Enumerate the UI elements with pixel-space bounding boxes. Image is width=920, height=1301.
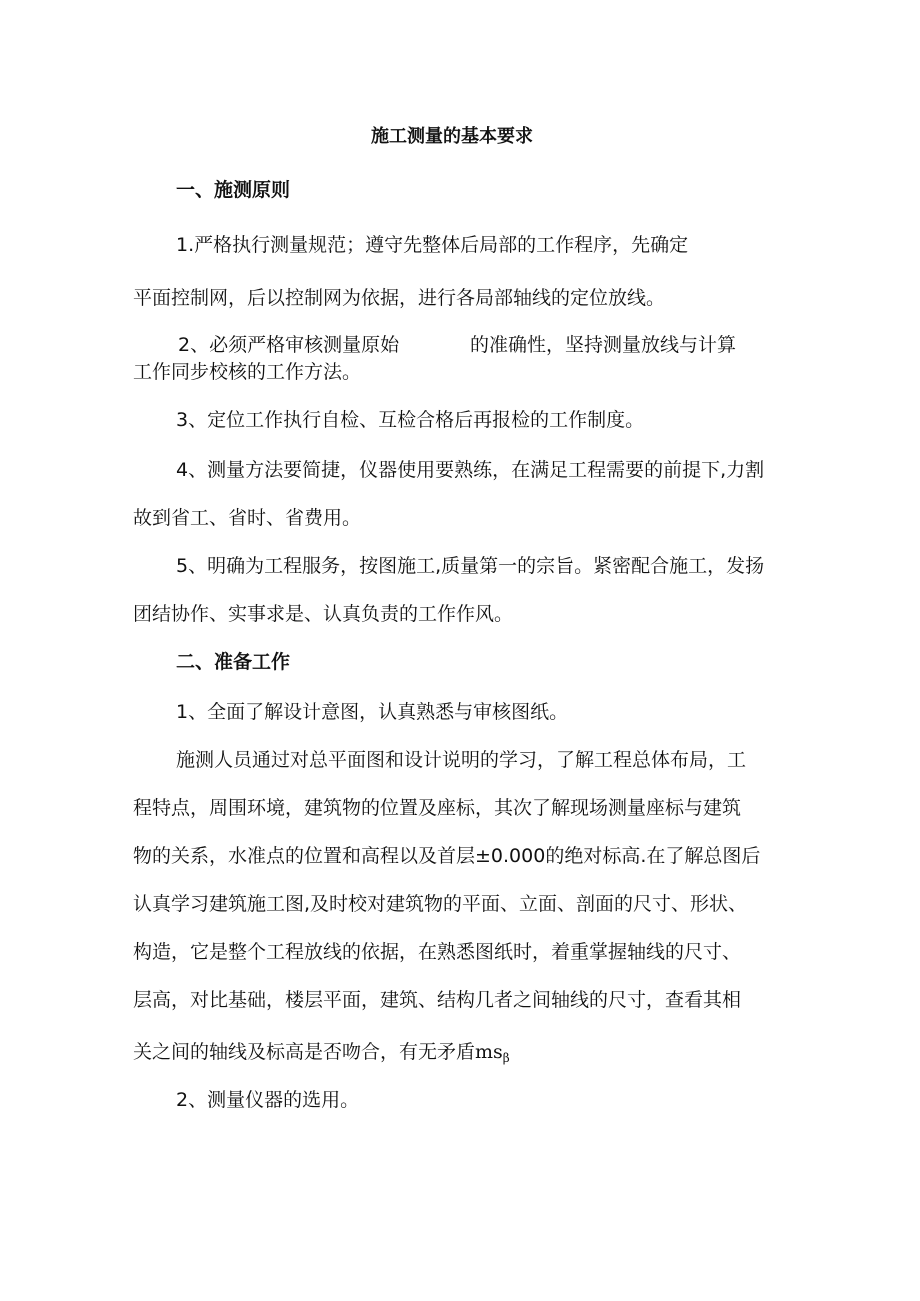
paragraph-line: 1、全面了解设计意图，认真熟悉与审核图纸。: [176, 701, 569, 723]
section-heading: 二、准备工作: [176, 651, 291, 673]
suffix-text: ms: [475, 1041, 503, 1063]
paragraph-line: 平面控制网，后以控制网为依据，进行各局部轴线的定位放线。: [133, 287, 666, 309]
paragraph-line: 认真学习建筑施工图,及时校对建筑物的平面、立面、剖面的尺寸、形状、: [133, 893, 748, 915]
paragraph-line: 4、测量方法要简捷，仪器使用要熟练，在满足工程需要的前提下,力割: [176, 459, 765, 481]
paragraph-line: 的准确性，坚持测量放线与计算: [470, 334, 737, 356]
section-heading: 一、施测原则: [176, 179, 291, 201]
paragraph-line: 工作同步校核的工作方法。: [133, 361, 362, 383]
paragraph-line: 2、必须严格审核测量原始: [178, 334, 400, 356]
paragraph-line: 层高，对比基础，楼层平面，建筑、结构几者之间轴线的尺寸，查看其相: [133, 989, 742, 1011]
paragraph-line: 程特点，周围环境，建筑物的位置及座标，其次了解现场测量座标与建筑: [133, 797, 742, 819]
document-title: 施工测量的基本要求: [371, 126, 533, 147]
paragraph-line: 团结协作、实事求是、认真负责的工作作风。: [133, 603, 514, 625]
paragraph-line: 2、测量仪器的选用。: [176, 1089, 360, 1111]
paragraph-line: 物的关系，水准点的位置和高程以及首层±0.000的绝对标高.在了解总图后: [133, 845, 761, 867]
paragraph-line: 施测人员通过对总平面图和设计说明的学习，了解工程总体布局，工: [176, 749, 747, 771]
paragraph-line: [133, 1040, 510, 1070]
suffix-subscript: β: [502, 1051, 510, 1065]
formula-suffix: [475, 1041, 510, 1063]
line-text: 关之间的轴线及标高是否吻合，有无矛盾: [133, 1041, 476, 1063]
paragraph-line: 构造，它是整个工程放线的依据，在熟悉图纸时，着重掌握轴线的尺寸、: [133, 941, 742, 963]
paragraph-line: 3、定位工作执行自检、互检合格后再报检的工作制度。: [176, 409, 645, 431]
paragraph-line: 故到省工、省时、省费用。: [133, 507, 362, 529]
paragraph-line: 5、明确为工程服务，按图施工,质量第一的宗旨。紧密配合施工，发扬: [176, 555, 765, 577]
paragraph-line: 1.严格执行测量规范；遵守先整体后局部的工作程序，先确定: [176, 234, 689, 256]
